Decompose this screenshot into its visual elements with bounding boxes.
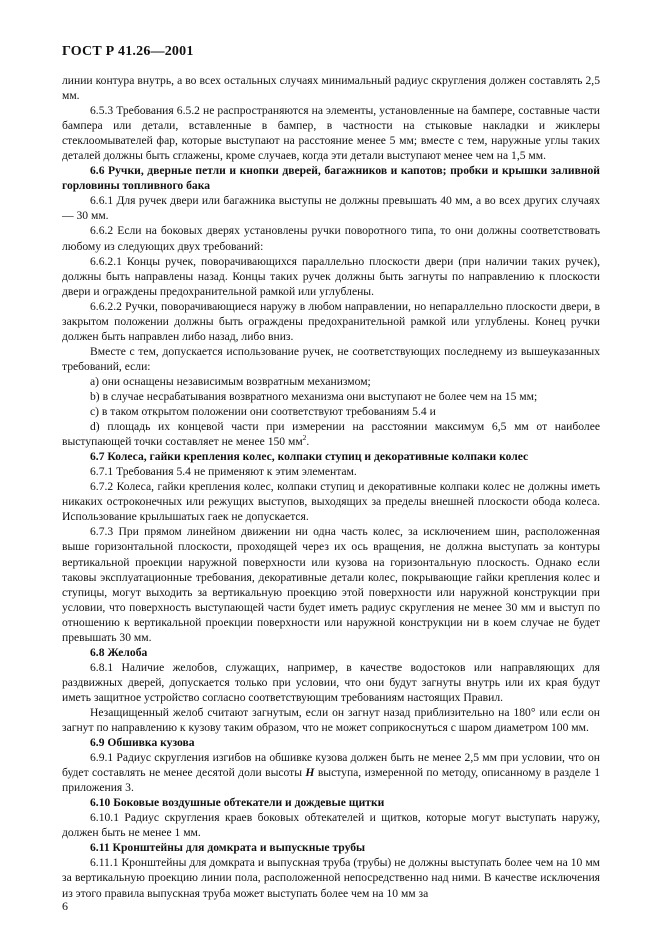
paragraph	[62, 855, 600, 900]
paragraph-text: Вместе с тем, допускается использование ручек, не соответствующих последнему из вышеуказанных требований, если:	[62, 344, 600, 373]
list-item	[62, 419, 600, 449]
paragraph	[62, 193, 600, 223]
italic-symbol: H	[305, 766, 315, 780]
paragraph	[62, 660, 600, 705]
paragraph-text: в таком открытом положении они соответствуют требованиям 5.4 и	[101, 405, 436, 419]
list-marker: d)	[90, 420, 100, 434]
section-heading	[62, 840, 600, 855]
section-heading	[62, 449, 600, 464]
paragraph	[62, 103, 600, 163]
section-heading	[62, 795, 600, 810]
paragraph-continued	[62, 73, 600, 103]
list-marker: c)	[90, 405, 100, 419]
paragraph-text: 6.7.3 При прямом линейном движении ни одна часть колес, за исключением шин, расположенная выше горизонтальной плоскости, проходящей через их ось вращения, не должна выступать за контуры вертикальной проекции наружной поверхности или кузова на горизонтальную плоскость. Однако если таковы эксплуатационные требования, декоративные детали колес, покрывающие гайки крепления колес и ступицы, могут выходить за вертикальную проекцию этой поверхности или наружной конструкции при условии, что поверхность выступающей части будет иметь радиус скругления не менее 30 мм и выступ по отношению к вертикальной проекции поверхности или наружной конструкции ни в коем случае не будет превышать 30 мм.	[62, 525, 600, 644]
paragraph-text: 6.9 Обшивка кузова	[90, 736, 195, 750]
paragraph-text: 6.6 Ручки, дверные петли и кнопки дверей, багажников и капотов; пробки и крышки заливной горловины топливного бака	[62, 164, 600, 193]
list-marker: a)	[90, 374, 100, 388]
paragraph	[62, 223, 600, 253]
paragraph-text: площадь их концевой части при измерении на расстоянии максимум 6,5 мм от наиболее выступающей точки составляет не менее 150 мм	[62, 420, 600, 449]
list-item	[62, 404, 600, 419]
paragraph-text: 6.10 Боковые воздушные обтекатели и дождевые щитки	[90, 796, 385, 810]
document-body	[62, 73, 600, 901]
paragraph	[62, 299, 600, 344]
paragraph-text: Незащищенный желоб считают загнутым, если он загнут назад приблизительно на 180° или если он загнут по направлению к кузову таким образом, что не может соприкоснуться с шаром диаметром 100 мм.	[62, 705, 600, 735]
paragraph-text: 6.11.1 Кронштейны для домкрата и выпускная труба (трубы) не должны выступать более чем на 10 мм за вертикальную проекцию линии пола, расположенной непосредственно над ними. В качестве исключения из этого правила выпускная труба может выступать более чем на 10 мм за	[62, 856, 600, 900]
paragraph	[62, 479, 600, 524]
paragraph-text: 6.7 Колеса, гайки крепления колес, колпаки ступиц и декоративные колпаки колес	[90, 450, 529, 464]
page-header: ГОСТ Р 41.26—2001	[62, 44, 194, 59]
section-heading	[62, 735, 600, 750]
paragraph	[62, 464, 600, 479]
paragraph-text: 6.5.3 Требования 6.5.2 не распространяются на элементы, установленные на бампере, составные части бампера или детали, вставленные в бампер, в частности на стыковые накладки и жиклеры стеклоомывателей фар, которые выступают на расстояние менее 5 мм; вместе с тем, наружные углы таких деталей должны быть сглажены, кроме случаев, когда эти детали выступают менее чем на 1,5 мм.	[62, 104, 600, 163]
paragraph-text: 6.11 Кронштейны для домкрата и выпускные трубы	[90, 841, 366, 855]
paragraph-text: 6.8 Желоба	[90, 645, 148, 659]
paragraph	[62, 750, 600, 795]
paragraph-text: 6.6.2.2 Ручки, поворачивающиеся наружу в любом направлении, но непараллельно плоскости двери, в закрытом положении должны быть ограждены предохранительной рамкой или углублены. Конец ручки должен быть направлен либо назад, либо вниз.	[62, 299, 600, 343]
paragraph-text: 6.9.1 Радиус скругления изгибов на обшивке кузова должен быть не менее 2,5 мм при условии, что он будет составлять не менее десятой доли высоты	[62, 751, 600, 780]
paragraph	[62, 705, 600, 735]
list-marker: b)	[90, 389, 100, 403]
paragraph-text: 6.6.2.1 Концы ручек, поворачивающихся параллельно плоскости двери (при наличии таких ручек), должны быть направлены назад. Концы таких ручек должны быть загнуты по направлению к плоскости двери и ограждены предохранительной рамкой или углублены.	[62, 254, 600, 298]
superscript: 2	[302, 433, 307, 443]
paragraph-text: 6.7.1 Требования 5.4 не применяют к этим элементам.	[90, 465, 357, 479]
paragraph-text: 6.6.1 Для ручек двери или багажника выступы не должны превышать 40 мм, а во всех других случаях — 30 мм.	[62, 194, 600, 223]
paragraph	[62, 254, 600, 299]
paragraph-text: 6.8.1 Наличие желобов, служащих, например, в качестве водостоков или направляющих для раздвижных дверей, допускается только при условии, что они будут загнуты внутрь или их края будут иметь защитное устройство согласно соответствующим требованиям настоящих Правил.	[62, 660, 600, 704]
list-item	[62, 374, 600, 389]
section-heading	[62, 163, 600, 193]
paragraph-text: 6.10.1 Радиус скругления краев боковых обтекателей и щитков, которые могут выступать наружу, должен быть не менее 1 мм.	[62, 811, 600, 840]
paragraph-text: линии контура внутрь, а во всех остальных случаях минимальный радиус скругления должен составлять 2,5 мм.	[62, 74, 600, 103]
paragraph-tail: .	[306, 435, 310, 449]
section-heading	[62, 645, 600, 660]
paragraph-text: в случае несрабатывания возвратного механизма они выступают не более чем на 15 мм;	[102, 389, 538, 403]
paragraph-text: 6.6.2 Если на боковых дверях установлены ручки поворотного типа, то они должны соответствовать любому из следующих двух требований:	[62, 224, 600, 253]
paragraph-tail: выступа, измеренной по методу, описанному в разделе 1 приложения 3.	[62, 766, 601, 795]
paragraph-text: 6.7.2 Колеса, гайки крепления колес, колпаки ступиц и декоративные колпаки колес не должны иметь никаких остроконечных или режущих выступов, выходящих за пределы внешней плоскости обода колеса. Использование крылышатых гаек не допускается.	[62, 480, 600, 524]
paragraph	[62, 810, 600, 840]
paragraph	[62, 344, 600, 374]
paragraph	[62, 524, 600, 644]
paragraph-text: они оснащены независимым возвратным механизмом;	[101, 374, 371, 388]
list-item	[62, 389, 600, 404]
page-number: 6	[62, 899, 68, 913]
